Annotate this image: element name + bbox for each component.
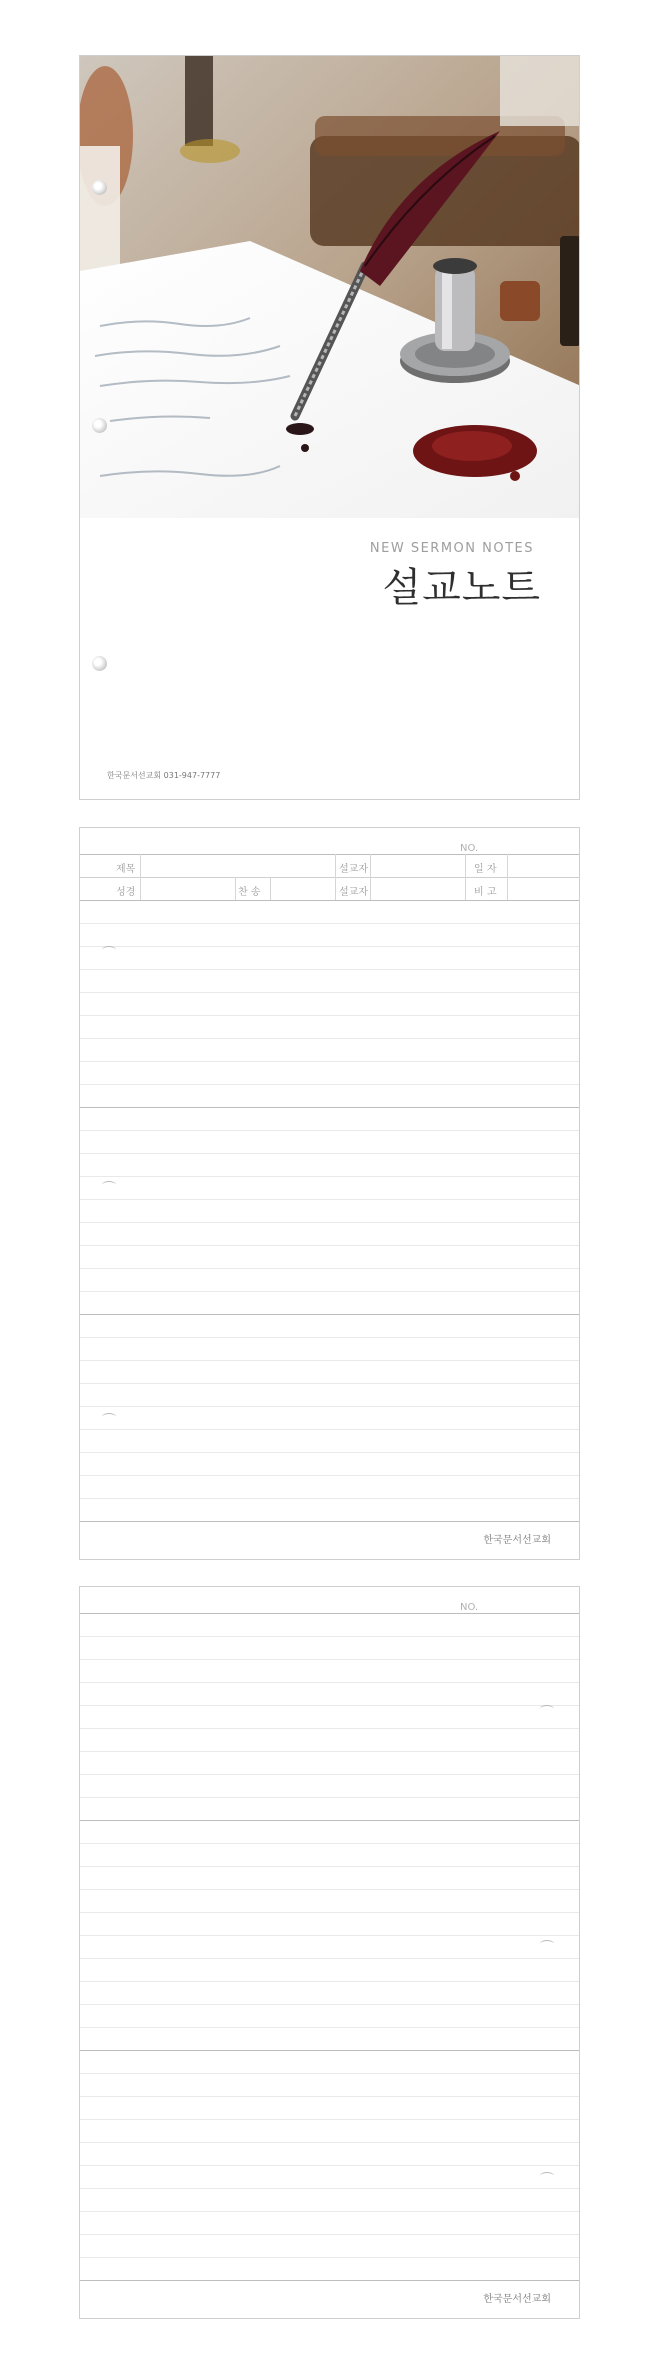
date-label: 일 자 — [474, 864, 497, 875]
ruled-line — [80, 1866, 579, 1867]
ruled-line — [80, 2096, 579, 2097]
binder-hole — [92, 180, 107, 195]
preacher-label: 설교자 — [339, 864, 368, 875]
ruled-line — [80, 1291, 579, 1292]
ruled-line — [80, 1130, 579, 1131]
header-border — [80, 900, 579, 901]
ruled-line — [80, 1797, 579, 1798]
page-number-label: NO. — [460, 843, 479, 854]
ruled-line — [80, 1935, 579, 1936]
footer-publisher: 한국문서선교회 — [483, 1535, 551, 1546]
ruled-line — [80, 1774, 579, 1775]
ruled-line — [80, 1475, 579, 1476]
ruled-line — [80, 2142, 579, 2143]
header-column-divider — [370, 854, 371, 900]
sermon-notes-page-2 — [79, 1586, 580, 2319]
section-divider — [80, 1521, 579, 1522]
preacher-label: 설교자 — [339, 887, 368, 898]
ruled-line — [80, 1659, 579, 1660]
header-column-divider — [270, 877, 271, 900]
ruled-line — [80, 1268, 579, 1269]
publisher-info: 한국문서선교회 031-947-7777 — [107, 771, 221, 780]
header-column-divider — [140, 854, 141, 900]
binder-hole-mark — [540, 1940, 554, 1948]
header-column-divider — [507, 854, 508, 900]
cover-title: 설교노트 — [382, 565, 541, 611]
ruled-line — [80, 946, 579, 947]
ruled-line — [80, 2027, 579, 2028]
ruled-line — [80, 1337, 579, 1338]
page-number-label: NO. — [460, 1602, 479, 1613]
ruled-line — [80, 1958, 579, 1959]
ruled-line — [80, 1498, 579, 1499]
binder-hole — [92, 418, 107, 433]
ruled-line — [80, 1153, 579, 1154]
ruled-line — [80, 1084, 579, 1085]
cover-photo-quill-and-inkwell — [80, 56, 580, 518]
header-column-divider — [465, 854, 466, 900]
ruled-line — [80, 1843, 579, 1844]
title-label: 제목 — [116, 864, 136, 875]
ruled-line — [80, 1429, 579, 1430]
remark-label: 비 고 — [474, 887, 497, 898]
ruled-line — [80, 2257, 579, 2258]
section-divider — [80, 2050, 579, 2051]
ruled-line — [80, 1176, 579, 1177]
ruled-line — [80, 1751, 579, 1752]
ruled-line — [80, 2119, 579, 2120]
ruled-line — [80, 2004, 579, 2005]
header-border — [80, 1613, 579, 1614]
section-divider — [80, 1820, 579, 1821]
footer-publisher: 한국문서선교회 — [483, 2294, 551, 2305]
ruled-line — [80, 2211, 579, 2212]
ruled-line — [80, 1912, 579, 1913]
binder-hole — [92, 656, 107, 671]
binder-hole-mark — [102, 1181, 116, 1189]
binder-hole-mark — [540, 2172, 554, 2180]
section-divider — [80, 2280, 579, 2281]
ruled-line — [80, 1981, 579, 1982]
section-divider — [80, 1107, 579, 1108]
ruled-line — [80, 2188, 579, 2189]
header-column-divider — [235, 877, 236, 900]
ruled-line — [80, 1705, 579, 1706]
binder-hole-mark — [540, 1705, 554, 1713]
ruled-line — [80, 1038, 579, 1039]
ruled-line — [80, 1383, 579, 1384]
ruled-line — [80, 2073, 579, 2074]
ruled-line — [80, 1406, 579, 1407]
sermon-notes-page-1 — [79, 827, 580, 1560]
ruled-line — [80, 1222, 579, 1223]
ruled-line — [80, 2165, 579, 2166]
ruled-line — [80, 1015, 579, 1016]
ruled-line — [80, 1061, 579, 1062]
cover-subtitle: NEW SERMON NOTES — [369, 541, 534, 556]
binder-hole-mark — [102, 946, 116, 954]
ruled-line — [80, 1199, 579, 1200]
ruled-line — [80, 923, 579, 924]
ruled-line — [80, 2234, 579, 2235]
ruled-line — [80, 1889, 579, 1890]
section-divider — [80, 1314, 579, 1315]
ruled-line — [80, 1452, 579, 1453]
ruled-line — [80, 1728, 579, 1729]
ruled-line — [80, 969, 579, 970]
header-divider — [80, 877, 579, 878]
ruled-line — [80, 1245, 579, 1246]
hymn-label: 찬 송 — [238, 887, 261, 898]
cover-page — [79, 55, 580, 800]
ruled-line — [80, 992, 579, 993]
binder-hole-mark — [102, 1413, 116, 1421]
ruled-line — [80, 1360, 579, 1361]
header-border — [80, 854, 579, 855]
header-column-divider — [335, 854, 336, 900]
ruled-line — [80, 1682, 579, 1683]
scripture-label: 성경 — [116, 887, 136, 898]
ruled-line — [80, 1636, 579, 1637]
